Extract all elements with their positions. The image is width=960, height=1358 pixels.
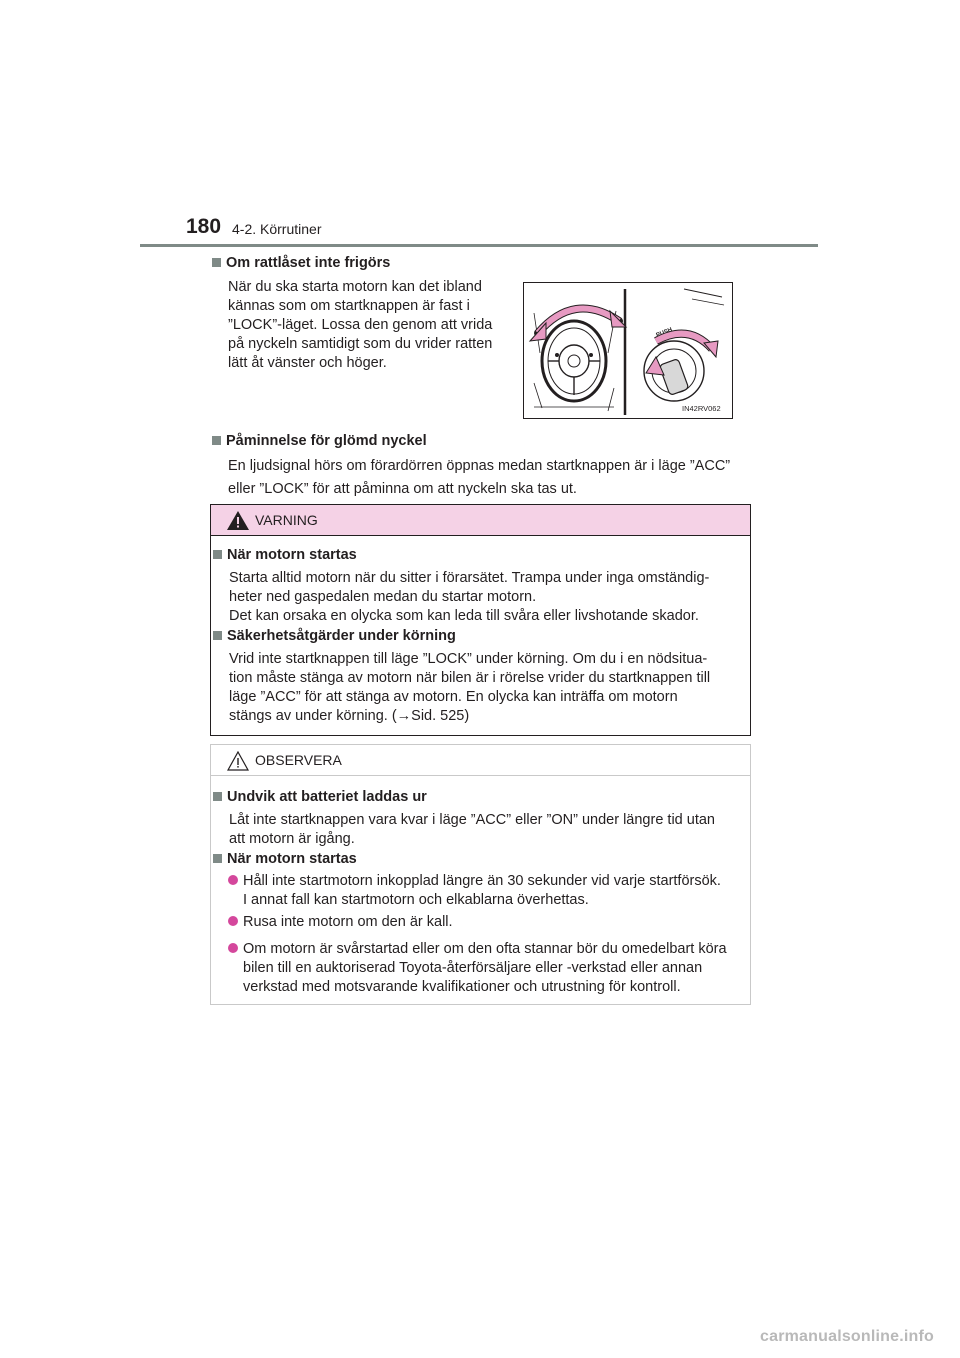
text-line: Starta alltid motorn när du sitter i förarsätet. Trampa under inga omständig- <box>229 570 710 586</box>
warning-box <box>210 504 751 736</box>
square-bullet-icon <box>213 792 222 801</box>
text-line: läge ”ACC” för att stänga av motorn. En olycka kan inträffa om motorn <box>229 689 678 705</box>
warning-heading-start <box>213 547 357 563</box>
text-line: Det kan orsaka en olycka som kan leda till svåra eller livshotande skador. <box>229 608 699 624</box>
text-line: verkstad med motsvarande kvalifikationer och utrustning för kontroll. <box>243 979 681 995</box>
bullet-dot-icon <box>228 916 238 926</box>
push-label: PUSH <box>655 327 674 339</box>
warning-driving-text <box>229 650 741 726</box>
text-line: eller ”LOCK” för att påminna om att nyckeln ska tas ut. <box>228 481 577 497</box>
text-line: Vrid inte startknappen till läge ”LOCK” under körning. Om du i en nödsitua- <box>229 651 708 667</box>
notice-heading-battery-text: Undvik att batteriet laddas ur <box>227 789 427 805</box>
text-line: på nyckeln samtidigt som du vrider ratten <box>228 336 493 352</box>
notice-bullet-1 <box>243 872 745 910</box>
warning-title: VARNING <box>255 512 318 528</box>
text-line: Låt inte startknappen vara kvar i läge ”ACC” eller ”ON” under längre tid utan <box>229 812 715 828</box>
text-line: att motorn är igång. <box>229 831 355 847</box>
header-rule <box>140 244 818 247</box>
warning-heading-driving-text: Säkerhetsåtgärder under körning <box>227 628 456 644</box>
text-line: stängs av under körning. (→Sid. 525) <box>229 708 470 724</box>
text-line: Om motorn är svårstartad eller om den ofta stannar bör du omedelbart köra <box>243 941 727 957</box>
steering-figure <box>523 282 733 419</box>
warning-start-text <box>229 569 741 626</box>
notice-bullet-3 <box>243 940 745 997</box>
figure-code: IN42RV062 <box>682 404 721 413</box>
heading-key-reminder <box>212 433 427 449</box>
caution-triangle-icon <box>227 751 249 771</box>
page-number: 180 <box>186 215 222 238</box>
steering-wheel-illustration <box>524 283 732 418</box>
square-bullet-icon <box>212 436 221 445</box>
notice-heading-start-text: När motorn startas <box>227 851 357 867</box>
text-line: kännas som om startknappen är fast i <box>228 298 470 314</box>
text-line: lätt åt vänster och höger. <box>228 355 387 371</box>
text-line: I annat fall kan startmotorn och elkablarna överhettas. <box>243 892 589 908</box>
text-line: När du ska starta motorn kan det ibland <box>228 279 482 295</box>
bullet-dot-icon <box>228 943 238 953</box>
notice-box <box>210 744 751 1005</box>
warning-header <box>211 505 750 536</box>
square-bullet-icon <box>212 258 221 267</box>
notice-header <box>211 745 750 776</box>
notice-heading-start <box>213 851 357 867</box>
square-bullet-icon <box>213 631 222 640</box>
steering-lock-text <box>228 278 504 373</box>
text-line: En ljudsignal hörs om förardörren öppnas medan startknappen är i läge ”ACC” <box>228 458 731 474</box>
square-bullet-icon <box>213 550 222 559</box>
notice-heading-battery <box>213 789 427 805</box>
square-bullet-icon <box>213 854 222 863</box>
notice-bullet-2 <box>243 913 745 932</box>
text-line: ”LOCK”-läget. Lossa den genom att vrida <box>228 317 493 333</box>
warning-heading-driving <box>213 628 456 644</box>
warning-heading-start-text: När motorn startas <box>227 547 357 563</box>
notice-battery-text <box>229 811 745 849</box>
text-line: tion måste stänga av motorn när bilen är i rörelse vrider du startknappen till <box>229 670 711 686</box>
heading-steering-lock <box>212 255 390 271</box>
text-line: heter ned gaspedalen medan du startar motorn. <box>229 589 537 605</box>
watermark: carmanualsonline.info <box>760 1328 935 1345</box>
text-line: Rusa inte motorn om den är kall. <box>243 914 453 930</box>
warning-triangle-icon <box>227 511 249 530</box>
key-reminder-text <box>228 455 752 501</box>
notice-title: OBSERVERA <box>255 752 342 768</box>
section-title: 4-2. Körrutiner <box>232 221 322 237</box>
text-line: bilen till en auktoriserad Toyota-återförsäljare eller -verkstad eller annan <box>243 960 703 976</box>
heading-steering-lock-text: Om rattlåset inte frigörs <box>226 255 391 271</box>
bullet-dot-icon <box>228 875 238 885</box>
text-line: Håll inte startmotorn inkopplad längre än 30 sekunder vid varje startförsök. <box>243 873 721 889</box>
heading-key-reminder-text: Påminnelse för glömd nyckel <box>226 433 427 449</box>
